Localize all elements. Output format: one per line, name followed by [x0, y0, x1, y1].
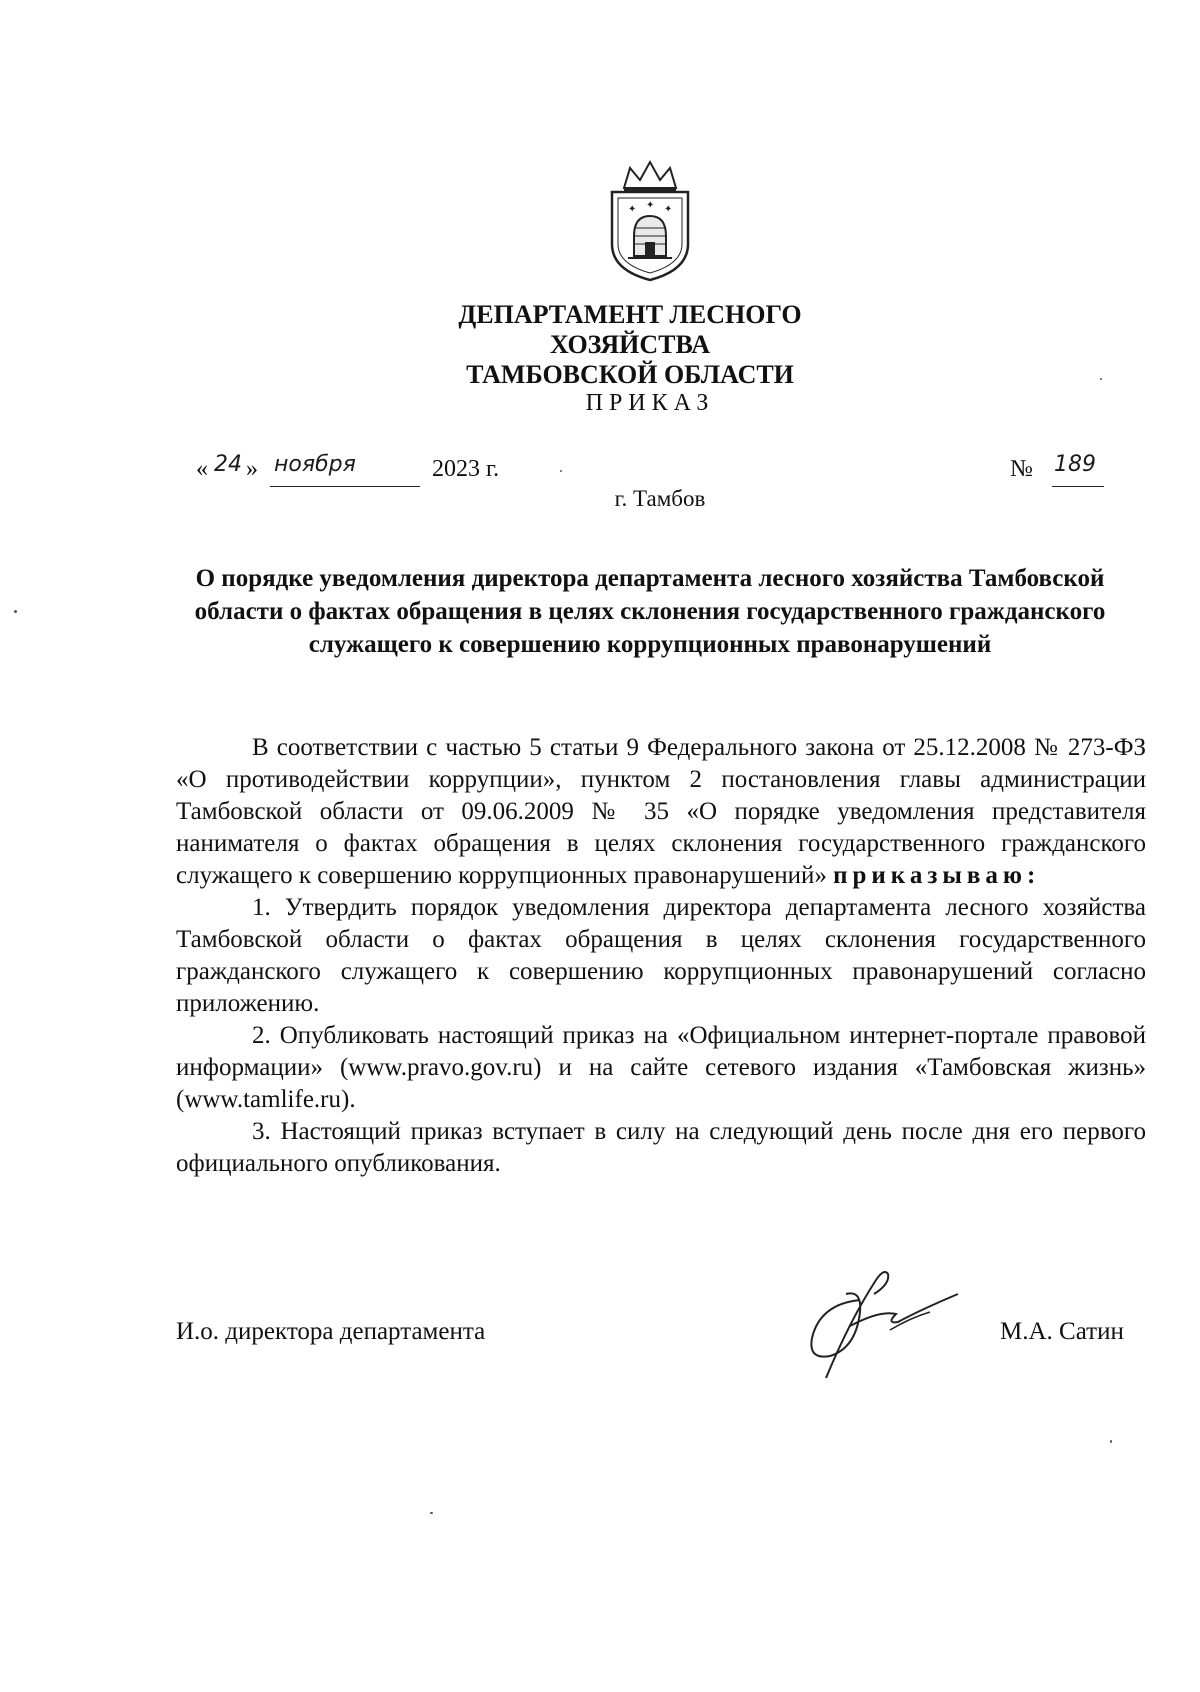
date-year: 2023 г.: [432, 456, 500, 482]
scan-speck: [1110, 1440, 1112, 1443]
number-value: 189: [1054, 452, 1096, 477]
organization-line-1: ДЕПАРТАМЕНТ ЛЕСНОГО ХОЗЯЙСТВА: [458, 300, 802, 359]
document-number: [1010, 452, 1130, 496]
signatory-position: И.о. директора департамента: [176, 1318, 486, 1345]
order-item-1: 1. Утвердить порядок уведомления директора департамента лесного хозяйства Тамбовской области о фактах обращения в целях склонения государственного гражданского служащего к совершению коррупционных правонарушений согласно приложению.: [176, 894, 1146, 1017]
order-word: приказываю:: [833, 862, 1041, 889]
svg-text:✦: ✦: [628, 204, 637, 215]
scan-speck: [430, 1512, 433, 1514]
order-item-3: 3. Настоящий приказ вступает в силу на следующий день после дня его первого официального опубликования.: [176, 1118, 1146, 1177]
date-month-underline: [270, 486, 420, 487]
document-body: [176, 732, 1146, 1180]
date-day: 24: [214, 452, 242, 477]
date-close-quote: »: [246, 456, 258, 482]
scan-speck: [560, 470, 562, 472]
organization-line-2: ТАМБОВСКОЙ ОБЛАСТИ: [466, 360, 794, 389]
document-date: [196, 448, 566, 488]
svg-text:✦: ✦: [664, 204, 673, 215]
handwritten-signature: [790, 1260, 970, 1380]
organization-name: [380, 300, 880, 390]
number-label: №: [1010, 456, 1033, 482]
preamble-text: В соответствии с частью 5 статьи 9 Федерального закона от 25.12.2008 № 273-ФЗ «О противодействии коррупции», пунктом 2 постановления главы администрации Тамбовской области от 09.06.2009 № 35 «О порядке уведомления представителя нанимателя о фактах обращения в целях склонения государственного гражданского служащего к совершению коррупционных правонарушений»: [176, 734, 1146, 889]
signatory-name: М.А. Сатин: [1000, 1318, 1124, 1345]
document-type: ПРИКАЗ: [585, 390, 715, 416]
svg-text:✦: ✦: [646, 200, 655, 211]
document-title: О порядке уведомления директора департамента лесного хозяйства Тамбовской области о фактах обращения в целях склонения государственного гражданского служащего к совершению коррупционных правонарушений: [194, 565, 1106, 658]
order-item-2: 2. Опубликовать настоящий приказ на «Официальном интернет-портале правовой информации» (www.pravo.gov.ru) и на сайте сетевого издания «Тамбовская жизнь» (www.tamlife.ru).: [176, 1022, 1146, 1113]
number-underline: [1052, 486, 1104, 487]
preamble-paragraph: [176, 732, 1146, 892]
tambov-coat-of-arms-icon: [600, 158, 700, 284]
document-city: г. Тамбов: [614, 486, 706, 511]
date-month: ноября: [274, 452, 356, 477]
scan-speck: [1100, 378, 1102, 380]
scan-speck: [14, 610, 17, 613]
date-open-quote: «: [196, 456, 208, 482]
